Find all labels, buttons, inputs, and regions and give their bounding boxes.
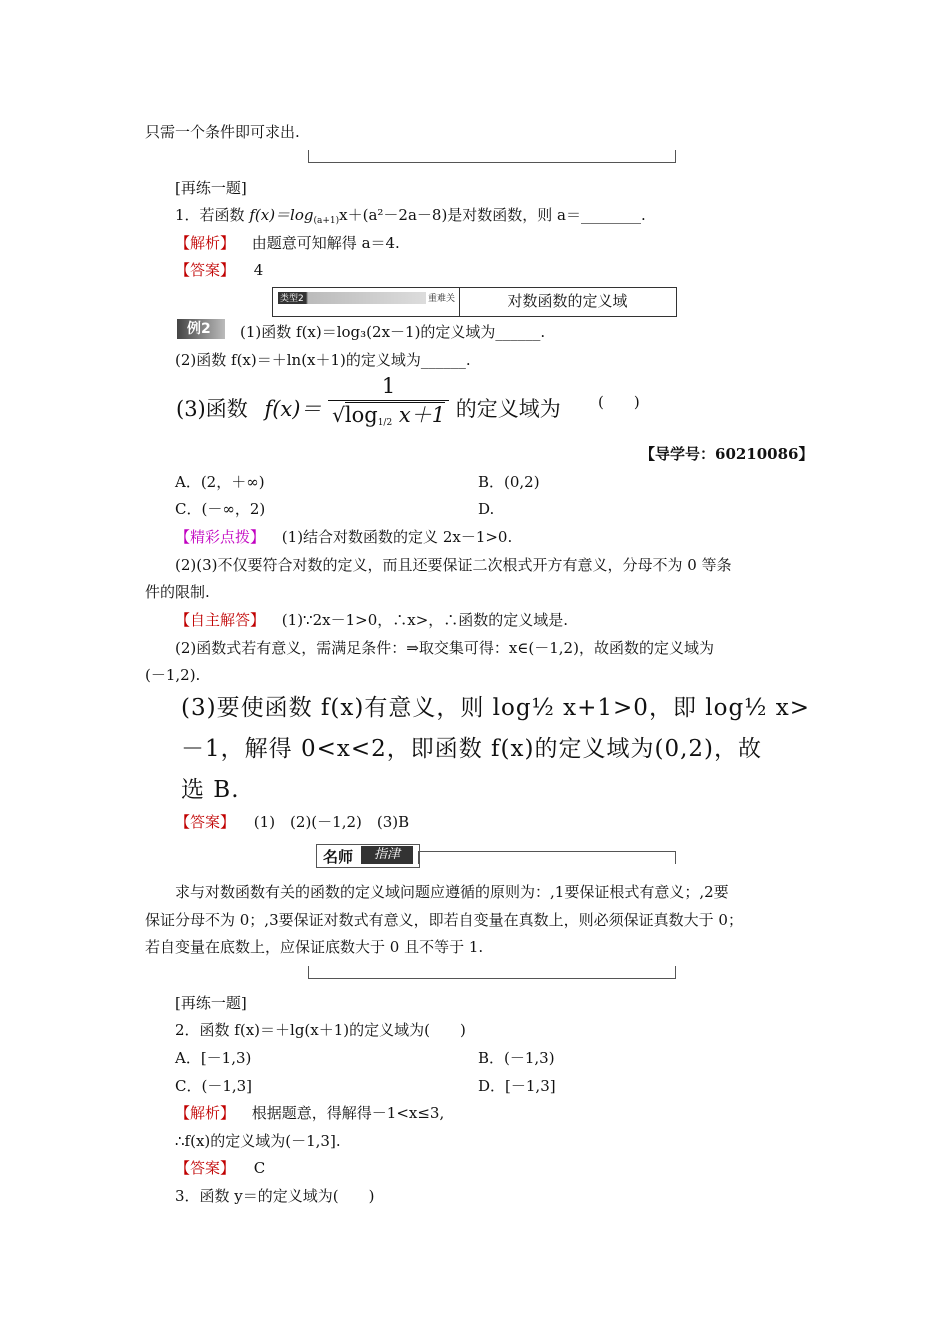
practice1-answer <box>175 260 263 280</box>
solution-text1: (1)∵2x－1>0，∴x>，∴函数的定义域是. <box>281 611 569 629</box>
tips-line1 <box>175 527 512 547</box>
practice2-option-d: D．[－1,3] <box>478 1077 556 1095</box>
practice2-option-b: B．(－1,3) <box>478 1049 555 1067</box>
den-rest: x＋1 <box>398 403 446 427</box>
example-q3-paren: ( ) <box>598 393 640 411</box>
fraction-denominator <box>328 401 449 437</box>
type-badge-label: 类型2 <box>280 294 304 304</box>
teacher-close-bracket <box>308 966 676 979</box>
example-label: 例2 <box>177 319 225 339</box>
solution-big-line2: －1，解得 0<x<2，即函数 f(x)的定义域为(0,2)，故 <box>181 736 762 762</box>
practice1-q-sub: (a+1) <box>313 216 340 226</box>
guide-number: 【导学号：60210086】 <box>640 445 814 463</box>
practice2-q3: 3．函数 y＝的定义域为( ) <box>175 1187 375 1205</box>
example-q3-suffix: 的定义域为 <box>455 397 561 421</box>
example-q3-prefix: (3)函数 <box>176 397 248 421</box>
teacher-open-bracket <box>418 851 676 864</box>
teacher-badge-right: 指津 <box>361 846 413 864</box>
section-close-bracket <box>308 150 676 163</box>
solution-line2: (2)函数式若有意义，需满足条件：⇒取交集可得：x∈(－1,2)，故函数的定义域为 <box>175 639 714 657</box>
practice2-analysis-text: 根据题意，得解得－1<x≤3, <box>251 1104 445 1122</box>
practice2-option-c: C．(－1,3] <box>175 1077 253 1095</box>
teacher-line2: 保证分母不为 0；,3要保证对数式有意义，即若自变量在真数上，则必须保证真数大于 0； <box>145 911 743 929</box>
type-badge-right: 重难关 <box>426 291 457 304</box>
analysis-text: 由题意可知解得 a＝4. <box>251 234 400 252</box>
sqrt-sign: √ <box>332 403 345 427</box>
example-q3-fx: f(x)＝ <box>264 397 322 421</box>
example-q3 <box>176 374 561 438</box>
example-q1: (1)函数 f(x)＝log₃(2x－1)的定义域为______. <box>240 323 546 341</box>
answer-tag: 【答案】 <box>175 261 236 279</box>
practice1-q-func: f(x)＝log <box>249 206 314 224</box>
analysis-tag: 【解析】 <box>175 234 236 252</box>
option-a: A．(2，＋∞) <box>175 473 265 491</box>
type-box-title: 对数函数的定义域 <box>507 292 628 310</box>
practice2-answer <box>175 1158 265 1178</box>
teacher-line1: 求与对数函数有关的函数的定义域问题应遵循的原则为：,1要保证根式有意义；,2要 <box>175 883 729 901</box>
answer2-line <box>175 812 409 832</box>
practice2-analysis <box>175 1103 444 1123</box>
den-log: log <box>344 403 378 427</box>
teacher-line3: 若自变量在底数上，应保证底数大于 0 且不等于 1. <box>145 938 484 956</box>
intro-line: 只需一个条件即可求出. <box>145 123 300 141</box>
example-q2: (2)函数 f(x)＝＋ln(x＋1)的定义域为______. <box>175 351 471 369</box>
solution-big-line1: (3)要使函数 f(x)有意义，则 log½ x+1>0，即 log½ x> <box>181 695 811 721</box>
tips-line2: (2)(3)不仅要符合对数的定义，而且还要保证二次根式开方有意义，分母不为 0 等条 <box>175 556 732 574</box>
solution-line3: (－1,2). <box>145 666 201 684</box>
answer-text: 4 <box>253 261 264 279</box>
solution-tag: 【自主解答】 <box>175 611 266 629</box>
teacher-badge-left: 名师 <box>323 848 354 866</box>
tips-text1: (1)结合对数函数的定义 2x－1>0. <box>281 528 513 546</box>
option-c: C．(－∞，2) <box>175 500 266 518</box>
solution-big-line3: 选 B. <box>181 777 240 803</box>
den-log-base: 1/2 <box>377 418 393 428</box>
practice2-answer-tag: 【答案】 <box>175 1159 236 1177</box>
practice2-analysis-tag: 【解析】 <box>175 1104 236 1122</box>
practice2-heading: [再练一题] <box>175 994 247 1012</box>
option-b: B．(0,2) <box>478 473 540 491</box>
type-badge-bar <box>278 292 456 304</box>
type-box <box>272 287 677 317</box>
practice1-question <box>175 205 646 231</box>
solution-line1 <box>175 610 568 630</box>
practice1-q-rest: x＋(a²－2a－8)是对数函数，则 a＝________. <box>339 206 646 224</box>
practice2-q2: 2．函数 f(x)＝＋lg(x＋1)的定义域为( ) <box>175 1021 466 1039</box>
practice1-q-num: 1．若函数 <box>175 206 245 224</box>
fraction-numerator: 1 <box>328 372 449 401</box>
practice1-analysis <box>175 233 400 253</box>
practice2-analysis-line2: ∴f(x)的定义域为(－1,3]. <box>175 1132 341 1150</box>
answer2-tag: 【答案】 <box>175 813 236 831</box>
tips-tag: 【精彩点拨】 <box>175 528 266 546</box>
practice1-heading: [再练一题] <box>175 179 247 197</box>
answer2-text: (1) (2)(－1,2) (3)B <box>253 813 410 831</box>
tips-line3: 件的限制. <box>145 583 210 601</box>
option-d: D. <box>478 500 495 518</box>
teacher-badge <box>316 844 420 868</box>
example-q3-fraction <box>328 372 449 437</box>
practice2-answer-text: C <box>253 1159 266 1177</box>
practice2-option-a: A．[－1,3) <box>175 1049 252 1067</box>
